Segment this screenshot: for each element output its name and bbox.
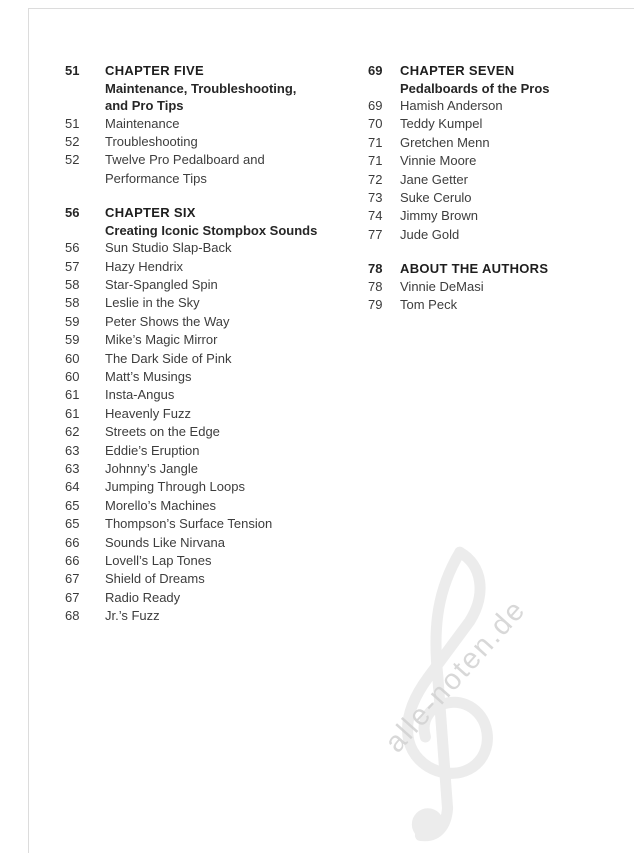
page-border-left <box>28 8 29 853</box>
toc-entry <box>368 226 618 244</box>
entry-page-number: 62 <box>65 424 80 440</box>
entry-title <box>400 97 618 115</box>
entry-page-number: 74 <box>368 208 383 224</box>
entry-page-number: 61 <box>65 387 80 403</box>
section-heading <box>105 204 360 239</box>
entry-title-line: Heavenly Fuzz <box>105 405 191 421</box>
entry-title <box>105 294 360 312</box>
toc-entry <box>368 171 618 189</box>
entry-title-line: Troubleshooting <box>105 133 198 149</box>
entry-title <box>105 386 360 404</box>
entry-title-line: Insta-Angus <box>105 387 175 403</box>
toc-column-right <box>368 62 618 331</box>
entry-title <box>105 478 360 496</box>
entry-title <box>105 460 360 478</box>
entry-title <box>105 313 360 331</box>
toc-entry <box>368 189 618 207</box>
entry-title-line: Morello’s Machines <box>105 497 217 513</box>
entry-title <box>105 552 360 570</box>
section-heading-subtitle: Maintenance, Troubleshooting, <box>105 80 297 96</box>
entry-title-line: The Dark Side of Pink <box>105 350 232 366</box>
entry-title <box>105 423 360 441</box>
section-page-number: 56 <box>65 205 80 221</box>
toc-entry <box>368 296 618 314</box>
entry-page-number: 64 <box>65 479 80 495</box>
toc-entry <box>368 97 618 115</box>
section-heading-title: CHAPTER SEVEN <box>400 63 515 78</box>
section-heading-row <box>65 204 360 239</box>
entry-title-line: Mike’s Magic Mirror <box>105 332 218 348</box>
toc-entry <box>65 515 360 533</box>
section-heading-title: CHAPTER FIVE <box>105 63 204 78</box>
toc-entry <box>368 278 618 296</box>
toc-section <box>65 62 360 188</box>
entry-title-line: Johnny’s Jangle <box>105 461 198 476</box>
entry-page-number: 78 <box>368 278 383 294</box>
entry-title <box>400 278 618 296</box>
section-heading-subtitle: and Pro Tips <box>105 98 184 113</box>
entry-page-number: 65 <box>65 497 80 513</box>
toc-entry <box>368 152 618 170</box>
entry-page-number: 61 <box>65 405 80 421</box>
toc-section <box>368 62 618 244</box>
entry-title <box>105 239 360 257</box>
watermark <box>330 540 590 853</box>
entry-title <box>400 207 618 225</box>
entry-title <box>105 151 360 188</box>
entry-title-line: Eddie’s Eruption <box>105 442 200 458</box>
entry-page-number: 77 <box>368 226 383 242</box>
entry-title <box>400 189 618 207</box>
entry-title <box>105 276 360 294</box>
section-heading-row <box>368 260 618 278</box>
toc-section <box>65 204 360 626</box>
entry-title <box>105 368 360 386</box>
toc-entry <box>65 368 360 386</box>
entry-title-line: Tom Peck <box>400 297 458 313</box>
entry-title <box>400 171 618 189</box>
toc-entry <box>65 589 360 607</box>
entry-page-number: 73 <box>368 190 383 206</box>
entry-title <box>105 589 360 607</box>
toc-entry <box>65 313 360 331</box>
entry-title <box>105 534 360 552</box>
entry-title <box>105 570 360 588</box>
toc-entry <box>65 115 360 133</box>
entry-page-number: 60 <box>65 350 80 366</box>
entry-page-number: 66 <box>65 553 80 569</box>
toc-entry <box>65 534 360 552</box>
entry-title <box>105 331 360 349</box>
entry-title <box>105 497 360 515</box>
entry-title <box>105 350 360 368</box>
toc-section <box>368 260 618 314</box>
section-page-number: 78 <box>368 261 383 277</box>
toc-column-left <box>65 62 360 642</box>
toc-entry <box>65 151 360 188</box>
toc-entry <box>65 405 360 423</box>
toc-entry <box>65 570 360 588</box>
section-page-number: 69 <box>368 63 383 78</box>
entry-title-line: Hazy Hendrix <box>105 258 184 274</box>
section-page-number: 51 <box>65 63 80 78</box>
toc-entry <box>65 276 360 294</box>
entry-title-line: Thompson’s Surface Tension <box>105 516 273 532</box>
entry-title-line: Performance Tips <box>105 170 207 186</box>
section-heading-subtitle: Creating Iconic Stompbox Sounds <box>105 222 318 238</box>
entry-title <box>400 296 618 314</box>
toc-entry <box>65 239 360 257</box>
entry-page-number: 79 <box>368 297 383 313</box>
entry-title-line: Vinnie DeMasi <box>400 278 484 294</box>
toc-entry <box>65 478 360 496</box>
toc-entry <box>65 350 360 368</box>
entry-title-line: Jane Getter <box>400 171 468 187</box>
toc-entry <box>65 258 360 276</box>
entry-page-number: 72 <box>368 171 383 187</box>
entry-title <box>105 405 360 423</box>
entry-title-line: Jr.’s Fuzz <box>105 608 160 624</box>
section-heading-row <box>65 62 360 115</box>
entry-title-line: Star-Spangled Spin <box>105 276 218 292</box>
entry-page-number: 69 <box>368 98 383 113</box>
treble-clef-icon <box>350 540 550 853</box>
section-heading-title: ABOUT THE AUTHORS <box>400 261 549 277</box>
entry-title-line: Peter Shows the Way <box>105 313 230 329</box>
entry-title-line: Leslie in the Sky <box>105 295 200 311</box>
entry-title-line: Suke Cerulo <box>400 190 472 206</box>
entry-page-number: 63 <box>65 442 80 458</box>
toc-entry <box>65 423 360 441</box>
entry-title <box>400 115 618 133</box>
entry-title-line: Jude Gold <box>400 226 460 242</box>
toc-entry <box>65 497 360 515</box>
entry-title-line: Radio Ready <box>105 589 181 605</box>
entry-page-number: 58 <box>65 295 80 311</box>
entry-page-number: 70 <box>368 116 383 132</box>
entry-title <box>400 152 618 170</box>
entry-page-number: 66 <box>65 534 80 550</box>
entry-title-line: Teddy Kumpel <box>400 116 483 132</box>
entry-page-number: 63 <box>65 461 80 476</box>
entry-page-number: 60 <box>65 368 80 384</box>
toc-entry <box>65 294 360 312</box>
section-heading-title: CHAPTER SIX <box>105 205 196 221</box>
toc-entry <box>65 442 360 460</box>
toc-entry <box>65 607 360 625</box>
entry-title-line: Sounds Like Nirvana <box>105 534 225 550</box>
entry-title <box>105 133 360 151</box>
toc-entry <box>65 552 360 570</box>
section-heading <box>105 62 360 115</box>
entry-title <box>400 134 618 152</box>
entry-title <box>400 226 618 244</box>
page-border-top <box>28 8 634 9</box>
entry-page-number: 71 <box>368 153 383 169</box>
entry-page-number: 59 <box>65 332 80 348</box>
entry-page-number: 52 <box>65 152 80 168</box>
entry-title-line: Sun Studio Slap-Back <box>105 240 232 256</box>
toc-entry <box>65 460 360 478</box>
entry-page-number: 58 <box>65 276 80 292</box>
entry-page-number: 51 <box>65 115 80 131</box>
entry-page-number: 57 <box>65 258 80 274</box>
watermark-text: alle-noten.de <box>378 593 533 759</box>
toc-entry <box>65 133 360 151</box>
entry-title <box>105 515 360 533</box>
entry-title-line: Maintenance <box>105 115 180 131</box>
entry-page-number: 56 <box>65 240 80 256</box>
entry-page-number: 67 <box>65 589 80 605</box>
entry-title-line: Lovell’s Lap Tones <box>105 553 212 569</box>
toc-entry <box>368 115 618 133</box>
section-heading-subtitle: Pedalboards of the Pros <box>400 80 550 96</box>
toc-entry <box>368 134 618 152</box>
entry-title-line: Streets on the Edge <box>105 424 220 440</box>
entry-title-line: Hamish Anderson <box>400 98 503 113</box>
entry-page-number: 67 <box>65 571 80 587</box>
entry-title-line: Jumping Through Loops <box>105 479 245 495</box>
entry-title <box>105 258 360 276</box>
toc-entry <box>368 207 618 225</box>
entry-page-number: 59 <box>65 313 80 329</box>
entry-title <box>105 442 360 460</box>
section-heading <box>400 260 618 278</box>
entry-page-number: 71 <box>368 134 383 150</box>
toc-entry <box>65 331 360 349</box>
entry-title-line: Jimmy Brown <box>400 208 479 224</box>
entry-title <box>105 607 360 625</box>
toc-entry <box>65 386 360 404</box>
section-heading-row <box>368 62 618 97</box>
entry-title-line: Matt’s Musings <box>105 368 192 384</box>
entry-title-line: Vinnie Moore <box>400 153 477 169</box>
entry-title-line: Shield of Dreams <box>105 571 205 587</box>
entry-page-number: 52 <box>65 133 80 149</box>
entry-title-line: Gretchen Menn <box>400 134 490 150</box>
entry-page-number: 68 <box>65 608 80 624</box>
section-heading <box>400 62 618 97</box>
entry-page-number: 65 <box>65 516 80 532</box>
entry-title <box>105 115 360 133</box>
entry-title-line: Twelve Pro Pedalboard and <box>105 152 265 168</box>
